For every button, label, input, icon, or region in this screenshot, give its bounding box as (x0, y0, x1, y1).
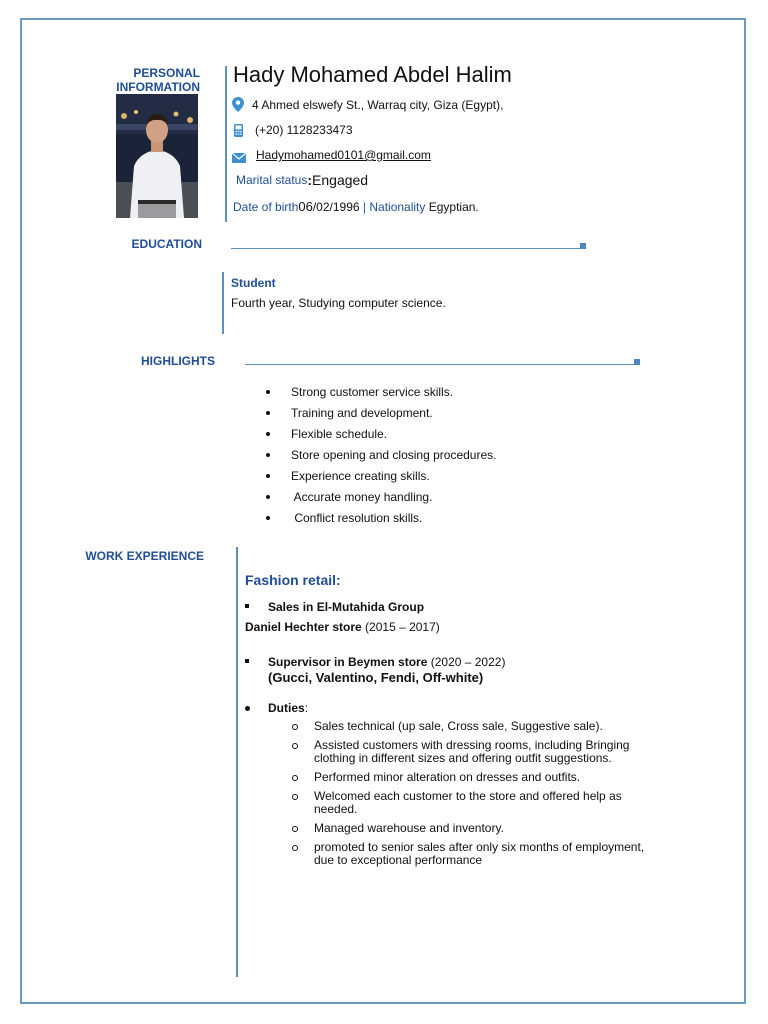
duties-label-row (268, 701, 308, 715)
marital-status-value: Engaged (312, 172, 369, 188)
square-bullet (245, 604, 249, 608)
job2-title: Supervisor in Beymen store (268, 655, 428, 669)
square-bullet (245, 659, 249, 663)
education-title: Student (231, 276, 276, 290)
section-personal-information (100, 66, 200, 94)
person-name: Hady Mohamed Abdel Halim (233, 62, 512, 87)
job2-title-row (268, 655, 505, 669)
education-rule-end (580, 243, 586, 249)
nationality-separator: | (359, 199, 370, 214)
job1-store: Daniel Hechter store (245, 620, 362, 634)
contact-email (232, 147, 431, 163)
list-item: Assisted customers with dressing rooms, including Bringing clothing in different sizes and offering outfit suggestions. (290, 739, 650, 765)
education-divider (222, 272, 224, 334)
phone-icon (234, 124, 243, 137)
email-link[interactable]: Hadymohamed0101@gmail.com (256, 148, 431, 162)
list-item: Sales technical (up sale, Cross sale, Suggestive sale). (290, 720, 650, 733)
contact-phone (234, 123, 353, 137)
education-rule (231, 248, 583, 249)
dob-day: 06 (298, 199, 313, 214)
marital-status-row (236, 172, 368, 188)
education-description: Fourth year, Studying computer science. (231, 296, 446, 310)
section-education-label: EDUCATION (131, 237, 202, 251)
profile-photo-image (116, 94, 198, 218)
job2-brands: (Gucci, Valentino, Fendi, Off-white) (268, 670, 484, 685)
duties-colon: : (304, 701, 309, 715)
job1-period: (2015 – 2017) (361, 620, 440, 634)
contact-address (232, 97, 503, 112)
personal-label-line2: INFORMATION (116, 80, 200, 94)
nationality-label: Nationality (369, 199, 426, 214)
location-pin-icon (232, 97, 244, 112)
list-item: Performed minor alteration on dresses and outfits. (290, 771, 650, 784)
address-text: 4 Ahmed elswefy St., Warraq city, Giza (Egypt), (252, 97, 504, 112)
email-envelope-icon (232, 153, 246, 163)
dob-rest: /02/1996 (312, 199, 360, 214)
duties-label: Duties (268, 701, 305, 715)
duties-list (290, 720, 650, 873)
highlights-rule-end (634, 359, 640, 365)
profile-photo (116, 94, 198, 218)
marital-status-colon: : (307, 172, 313, 188)
list-item: Managed warehouse and inventory. (290, 822, 650, 835)
job1-store-row (245, 620, 440, 634)
list-item: promoted to senior sales after only six months of employment, due to exceptional performance (290, 841, 650, 867)
job2-period: (2020 – 2022) (427, 655, 506, 669)
round-bullet (245, 706, 250, 711)
nationality-value: Egyptian. (425, 199, 479, 214)
personal-label-line1: PERSONAL (133, 66, 200, 80)
section-highlights-label: HIGHLIGHTS (141, 354, 215, 368)
list-item: Welcomed each customer to the store and offered help as needed. (290, 790, 650, 816)
dob-nationality-row (233, 199, 479, 214)
personal-divider (225, 66, 227, 222)
work-divider (236, 547, 238, 977)
job1-title: Sales in El-Mutahida Group (268, 600, 425, 614)
work-heading: Fashion retail: (245, 572, 341, 588)
section-work-experience-label: WORK EXPERIENCE (85, 549, 204, 563)
dob-label: Date of birth (233, 199, 299, 214)
highlights-rule (245, 364, 637, 365)
marital-status-label: Marital status (236, 173, 308, 187)
phone-text: (+20) 1128233473 (255, 123, 353, 137)
